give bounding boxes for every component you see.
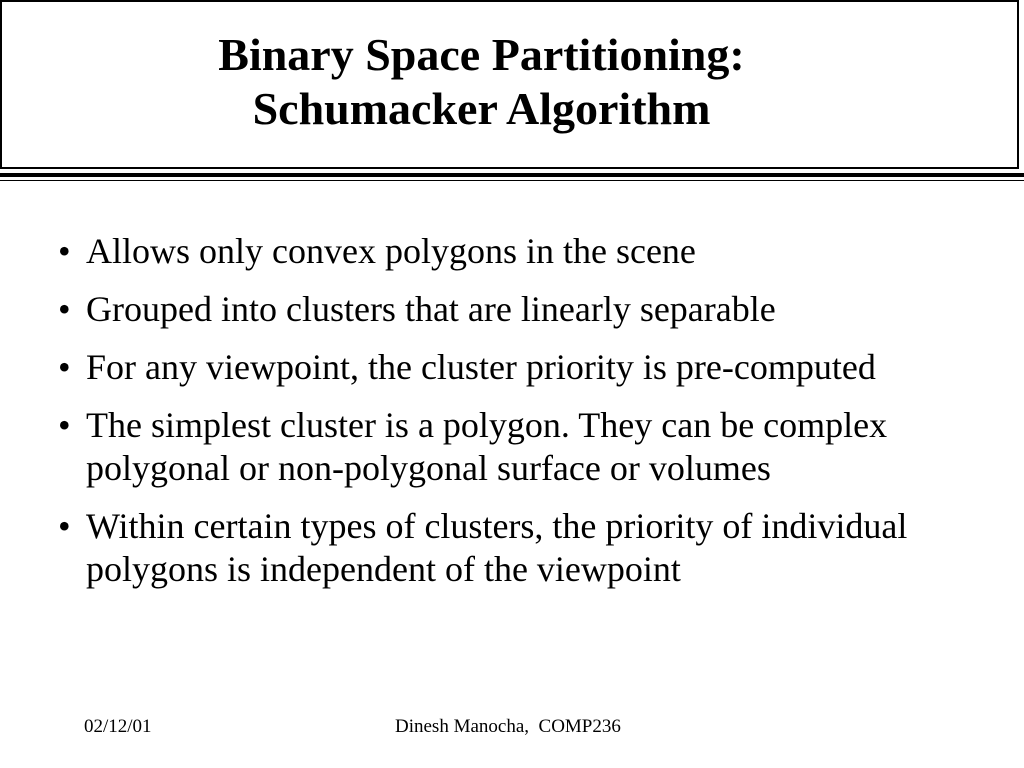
title-divider-thick — [0, 173, 1024, 177]
footer-author: Dinesh Manocha, COMP236 — [395, 716, 621, 737]
slide-title-line-2: Schumacker Algorithm — [252, 83, 711, 134]
title-box — [0, 0, 1019, 169]
bullet-item — [58, 404, 998, 490]
bullet-icon: • — [58, 347, 71, 387]
bullet-icon: • — [58, 231, 71, 271]
title-divider-thin — [0, 180, 1024, 181]
bullet-list — [58, 230, 998, 606]
bullet-item — [58, 505, 998, 591]
bullet-text: The simplest cluster is a polygon. They can be complex polygonal or non-polygonal surface or volumes — [86, 405, 888, 488]
bullet-item — [58, 230, 998, 273]
bullet-item — [58, 288, 998, 331]
bullet-text: Within certain types of clusters, the priority of individual polygons is independent of the viewpoint — [86, 506, 908, 589]
bullet-icon: • — [58, 405, 71, 445]
bullet-icon: • — [58, 289, 71, 329]
bullet-item — [58, 346, 998, 389]
bullet-icon: • — [58, 506, 71, 546]
slide-title-line-1: Binary Space Partitioning: — [218, 29, 745, 80]
bullet-text: Allows only convex polygons in the scene — [86, 231, 696, 271]
bullet-text: For any viewpoint, the cluster priority is pre-computed — [86, 347, 876, 387]
bullet-text: Grouped into clusters that are linearly separable — [86, 289, 776, 329]
footer-date: 02/12/01 — [84, 716, 152, 737]
